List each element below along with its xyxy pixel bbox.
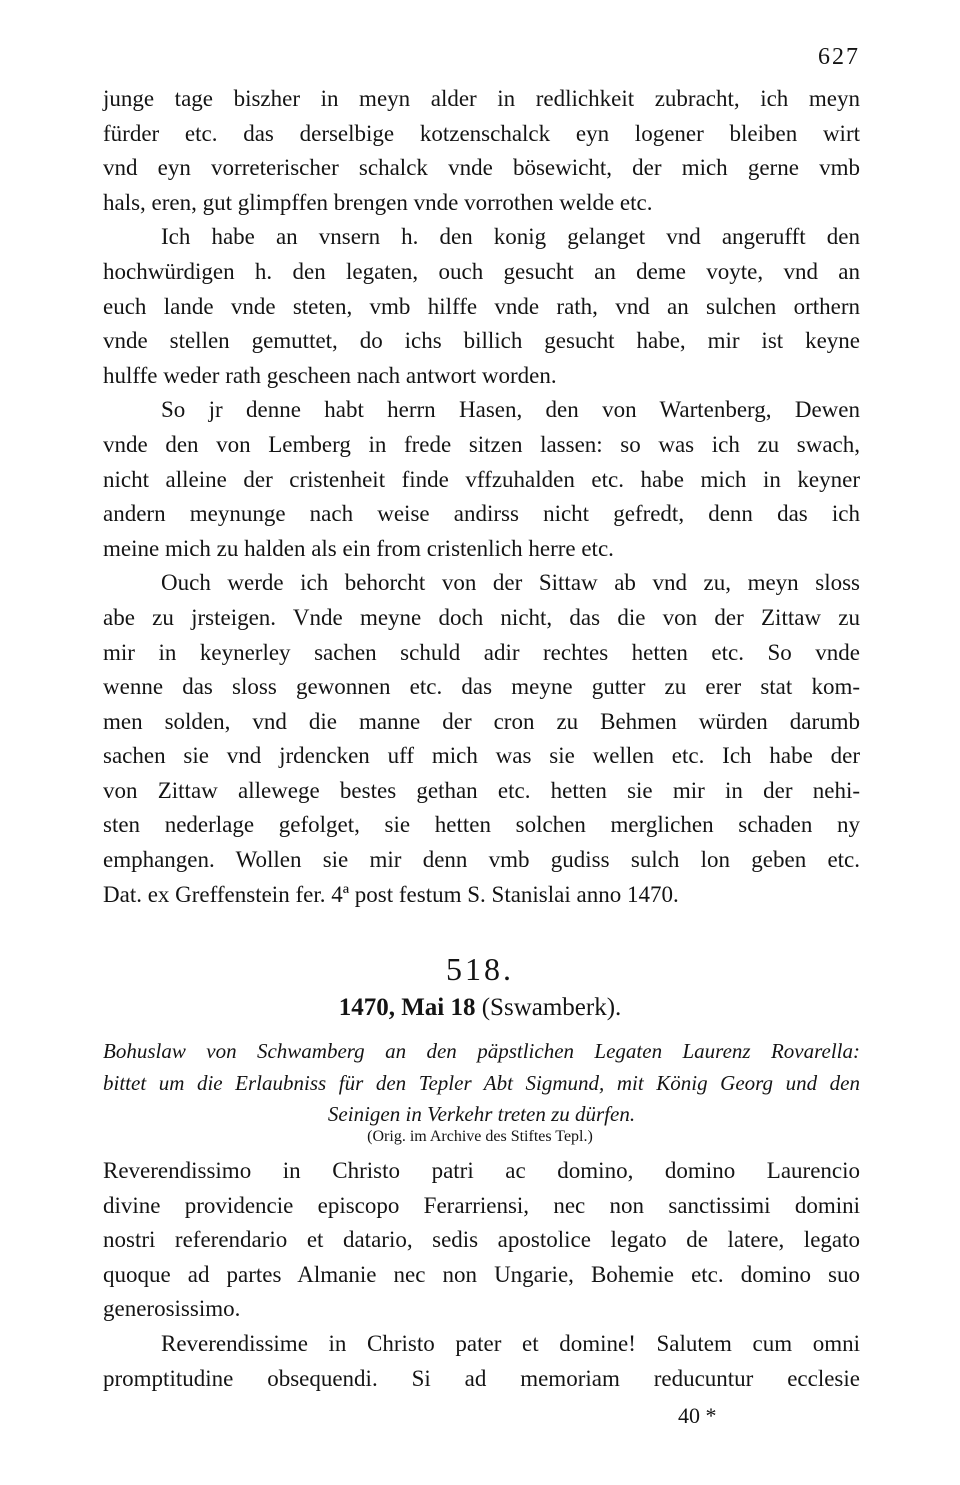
text-line: Dat. ex Greffenstein fer. 4ª post festum S. Stanislai anno 1470. bbox=[103, 881, 679, 907]
text-line: vnde den von Lemberg in frede sitzen lassen: so was ich zu swach, bbox=[103, 431, 860, 457]
source-note: (Orig. im Archive des Stiftes Tepl.) bbox=[367, 1128, 593, 1145]
text-line: andern meynunge nach weise andirss nicht gefredt, denn das ich bbox=[103, 501, 860, 527]
text-line: abe zu jrsteigen. Vnde meyne doch nicht, das die von der Zittaw zu bbox=[103, 604, 860, 630]
text-line: Ouch werde ich behorcht von der Sittaw ab vnd zu, meyn sloss bbox=[161, 570, 860, 596]
text-line: promptitudine obsequendi. Si ad memoriam reducuntur ecclesie bbox=[103, 1365, 860, 1391]
text-line: Reverendissime in Christo pater et domine! Salutem cum omni bbox=[161, 1330, 860, 1356]
signature-mark: 40 * bbox=[678, 1403, 717, 1428]
letter-body-bottom bbox=[103, 1154, 860, 1396]
document-date: 1470, Mai 18 bbox=[338, 994, 476, 1021]
text-line: Reverendissimo in Christo patri ac domino, domino Laurencio bbox=[103, 1158, 860, 1183]
regest-line: Seinigen in Verkehr treten zu dürfen. bbox=[327, 1102, 636, 1126]
regest-line: bittet um die Erlaubniss für den Tepler Abt Sigmund, mit König Georg und den bbox=[103, 1070, 860, 1095]
regest-line: Bohuslaw von Schwamberg an den päpstlichen Legaten Laurenz Rovarella: bbox=[103, 1039, 860, 1063]
page-number: 627 bbox=[818, 44, 860, 70]
document-date-heading bbox=[0, 994, 960, 1022]
text-line: nostri referendario et datario, sedis apostolice legato de latere, legato bbox=[103, 1227, 860, 1253]
text-line: vnd eyn vorreterischer schalck vnde bösewicht, der mich gerne vmb bbox=[103, 155, 860, 181]
text-line: hulffe weder rath gescheen nach antwort worden. bbox=[103, 362, 557, 388]
letter-body-top bbox=[103, 82, 860, 912]
text-line: wenne das sloss gewonnen etc. das meyne gutter zu erer stat kom- bbox=[103, 674, 860, 700]
text-line: euch lande vnde steten, vmb hilffe vnde rath, vnd an sulchen orthern bbox=[103, 293, 860, 319]
text-line: nicht alleine der cristenheit finde vffzuhalden etc. habe mich in keyner bbox=[103, 466, 860, 492]
text-line: mir in keynerley sachen schuld adir rechtes hetten etc. So vnde bbox=[103, 639, 860, 665]
text-line: sten nederlage gefolget, sie hetten solchen merglichen schaden ny bbox=[103, 812, 860, 838]
text-line: hochwürdigen h. den legaten, ouch gesucht an deme voyte, vnd an bbox=[103, 258, 860, 284]
text-line: Ich habe an vnsern h. den konig gelanget vnd angerufft den bbox=[161, 224, 860, 250]
text-line: sachen sie vnd jrdencken uff mich was sie wellen etc. Ich habe der bbox=[103, 743, 860, 769]
document-number: 518. bbox=[446, 951, 514, 987]
document-place: (Sswamberk). bbox=[481, 994, 622, 1021]
text-line: divine providencie episcopo Ferarriensi, nec non sanctissimi domini bbox=[103, 1192, 860, 1218]
text-line: generosissimo. bbox=[103, 1296, 241, 1322]
text-line: men solden, vnd die manne der cron zu Behmen würden darumb bbox=[103, 708, 860, 734]
text-line: junge tage biszher in meyn alder in redlichkeit zubracht, ich meyn bbox=[103, 86, 860, 111]
text-line: hals, eren, gut glimpffen brengen vnde vorrothen welde etc. bbox=[103, 189, 653, 215]
text-line: fürder etc. das derselbige kotzenschalck eyn logener bleiben wirt bbox=[103, 120, 860, 146]
text-line: quoque ad partes Almanie nec non Ungarie, Bohemie etc. domino suo bbox=[103, 1261, 860, 1287]
regest bbox=[103, 1036, 860, 1131]
text-line: meine mich zu halden als ein from cristenlich herre etc. bbox=[103, 535, 614, 561]
text-line: von Zittaw allewege bestes gethan etc. hetten sie mir in der nehi- bbox=[103, 777, 860, 803]
text-line: emphangen. Wollen sie mir denn vmb gudiss sulch lon geben etc. bbox=[103, 847, 860, 873]
text-line: vnde stellen gemuttet, do ichs billich gesucht habe, mir ist keyne bbox=[103, 328, 860, 354]
text-line: So jr denne habt herrn Hasen, den von Wartenberg, Dewen bbox=[161, 397, 860, 423]
